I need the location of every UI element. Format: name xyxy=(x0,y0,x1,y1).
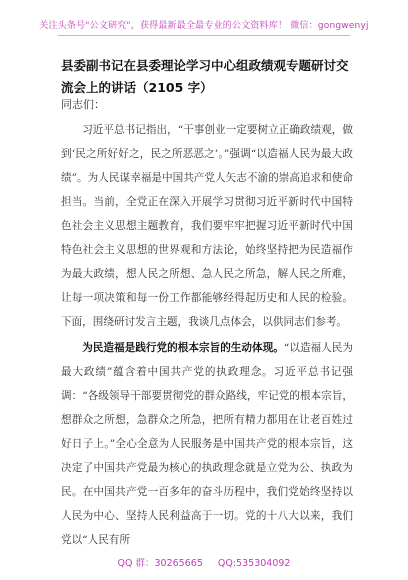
footer-qq-group: QQ 群：30265665 xyxy=(117,558,203,569)
footer-contact xyxy=(0,555,408,569)
intro-paragraph: 习近平总书记指出，“干事创业一定要树立正确政绩观，做到‘民之所好好之，民之所恶恶之’。”强调“以造福人民为最大政绩”。为人民谋幸福是中国共产党人矢志不渝的崇高追求和使命担当。当前，全党正在深入开展学习贯彻习近平新时代中国特色社会主义思想主题教育，我们要牢牢把握习近平新时代中国特色社会主义思想的世界观和方法论，始终坚持把为民造福作为最大政绩，想人民之所想、急人民之所急，解人民之所难，让每一项决策和每一份工作都能够经得起历史和人民的检验。下面，围绕研讨发言主题，我谈几点体会，以供同志们参考。 xyxy=(61,124,353,328)
header-banner: 关注头条号"公文研究"，获得最新最全最专业的公文资料库！ 微信：gongwenyj xyxy=(39,21,369,31)
document-title: 县委副书记在县委理论学习中心组政绩观专题研讨交流会上的讲话（2105 字） xyxy=(61,58,349,95)
salutation: 同志们： xyxy=(61,98,105,111)
footer-qq: QQ:535304092 xyxy=(217,558,291,569)
header-divider xyxy=(58,35,350,36)
section-heading: 为民造福是践行党的根本宗旨的生动体现。 xyxy=(82,342,284,354)
section-body: “以造福人民为最大政绩”蕴含着中国共产党的执政理念。习近平总书记强调：“各级领导干部要贯彻党的群众路线，牢记党的根本宗旨，想群众之所想，急群众之所急，把所有精力都用在让老百姓过好日子上。”全心全意为人民服务是中国共产党的根本宗旨，这决定了中国共产党最为核心的执政理念就是立党为公、执政为民。在中国共产党一百多年的奋斗历程中，我们党始终坚持以人民为中心、坚持人民利益高于一切。党的十八大以来，我们党以“人民有所 xyxy=(61,342,353,546)
section-paragraph xyxy=(61,336,353,552)
